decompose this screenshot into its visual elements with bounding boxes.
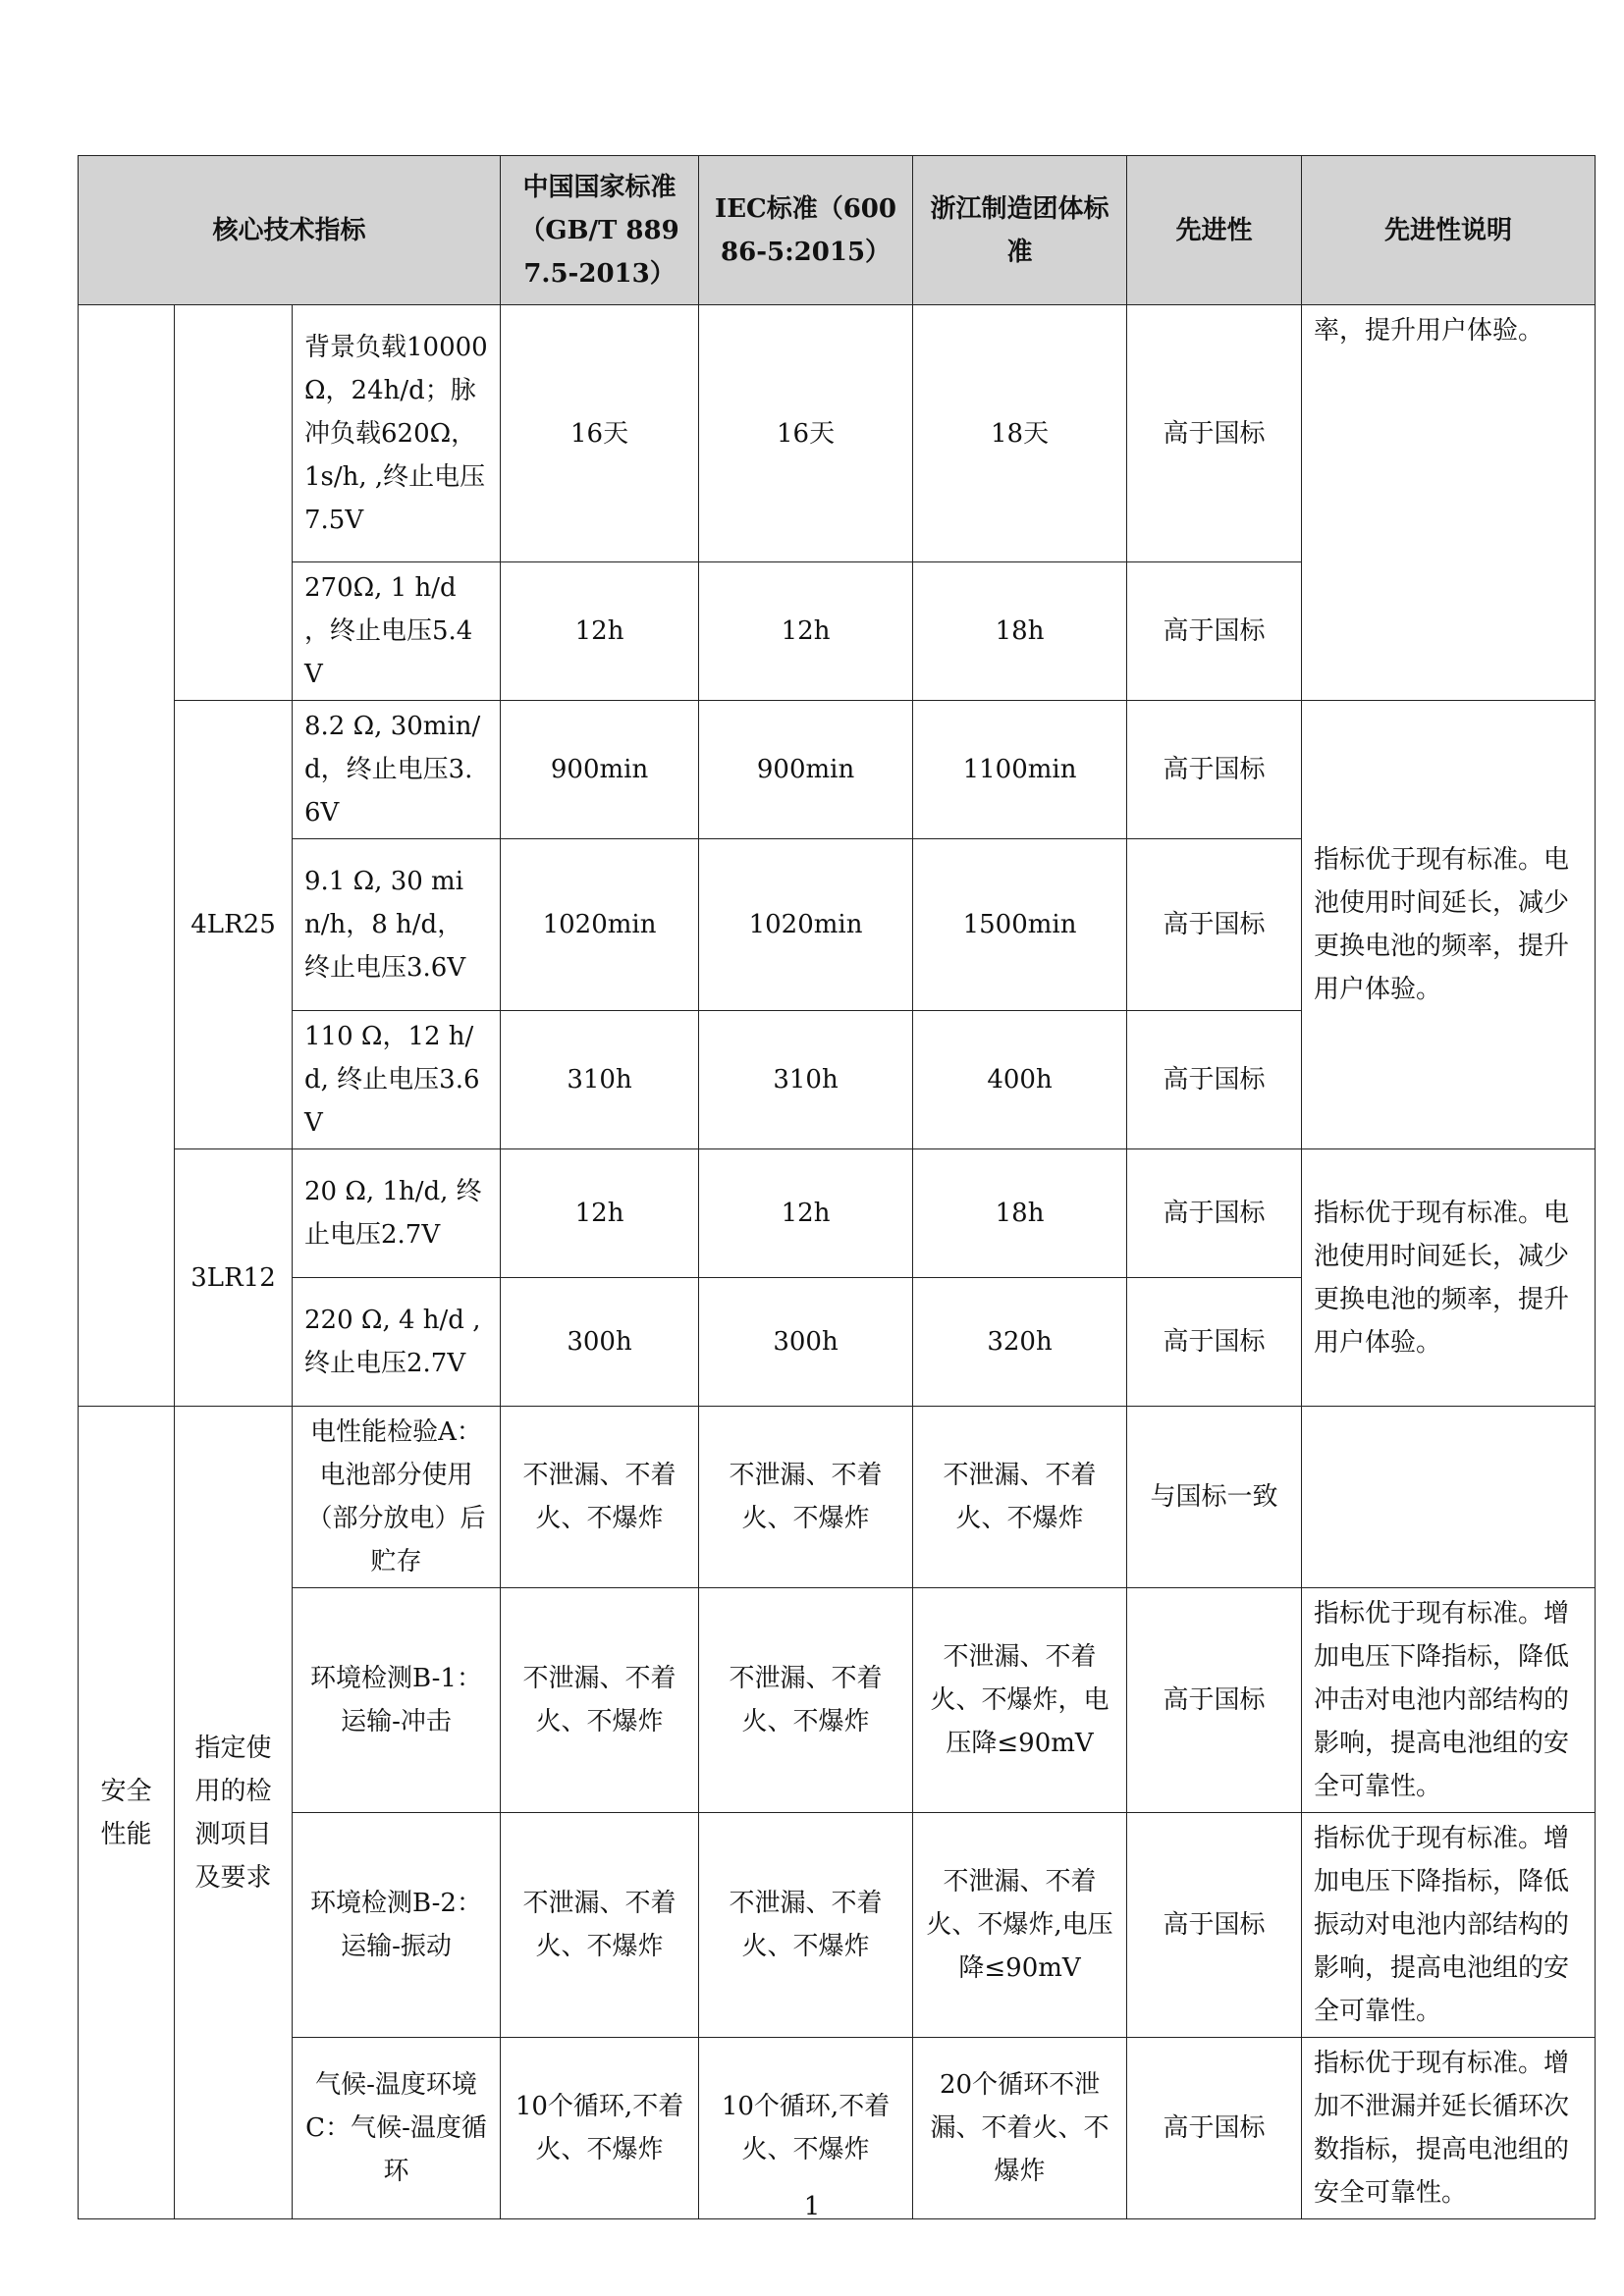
test-condition: 电性能检验A：电池部分使用（部分放电）后贮存 bbox=[293, 1407, 501, 1588]
advancement-note: 指标优于现有标准。电池使用时间延长，减少更换电池的频率，提升用户体验。 bbox=[1302, 1149, 1596, 1407]
gb-value: 1020min bbox=[501, 839, 699, 1011]
battery-model: 3LR12 bbox=[175, 1149, 293, 1407]
zhejiang-value: 1500min bbox=[913, 839, 1127, 1011]
advancement-value: 高于国标 bbox=[1127, 701, 1302, 839]
test-condition: 气候-温度环境C：气候-温度循环 bbox=[293, 2038, 501, 2219]
iec-value: 10个循环,不着火、不爆炸 bbox=[699, 2038, 913, 2219]
iec-value: 16天 bbox=[699, 305, 913, 562]
test-condition: 9.1 Ω, 30 min/h，8 h/d，终止电压3.6V bbox=[293, 839, 501, 1011]
iec-value: 不泄漏、不着火、不爆炸 bbox=[699, 1813, 913, 2038]
advancement-value: 高于国标 bbox=[1127, 1149, 1302, 1278]
page-number: 1 bbox=[803, 2192, 821, 2221]
model-cell-empty bbox=[175, 305, 293, 701]
iec-value: 900min bbox=[699, 701, 913, 839]
test-condition: 背景负载10000Ω，24h/d；脉冲负载620Ω，1s/h, ,终止电压7.5V bbox=[293, 305, 501, 562]
table-row bbox=[79, 305, 1596, 562]
zhejiang-value: 400h bbox=[913, 1011, 1127, 1149]
test-condition: 270Ω, 1 h/d ，终止电压5.4V bbox=[293, 562, 501, 701]
iec-value: 1020min bbox=[699, 839, 913, 1011]
test-condition: 环境检测B-1：运输-冲击 bbox=[293, 1588, 501, 1813]
safety-category: 安全性能 bbox=[79, 1407, 175, 2219]
table-row bbox=[79, 1813, 1596, 2038]
advancement-value: 高于国标 bbox=[1127, 1278, 1302, 1407]
zhejiang-value: 不泄漏、不着火、不爆炸，电压降≤90mV bbox=[913, 1588, 1127, 1813]
gb-value: 900min bbox=[501, 701, 699, 839]
table-row bbox=[79, 701, 1596, 839]
gb-value: 不泄漏、不着火、不爆炸 bbox=[501, 1588, 699, 1813]
advancement-note: 指标优于现有标准。增加电压下降指标，降低冲击对电池内部结构的影响，提高电池组的安全可靠性。 bbox=[1302, 1588, 1596, 1813]
test-condition: 8.2 Ω, 30min/d，终止电压3.6V bbox=[293, 701, 501, 839]
gb-value: 300h bbox=[501, 1278, 699, 1407]
zhejiang-value: 320h bbox=[913, 1278, 1127, 1407]
category-cell-empty bbox=[79, 305, 175, 1407]
header-row bbox=[79, 156, 1596, 305]
advancement-value: 与国标一致 bbox=[1127, 1407, 1302, 1588]
header-advancement-note: 先进性说明 bbox=[1302, 156, 1596, 305]
gb-value: 310h bbox=[501, 1011, 699, 1149]
test-condition: 110 Ω，12 h/d, 终止电压3.6V bbox=[293, 1011, 501, 1149]
table-row bbox=[79, 1588, 1596, 1813]
safety-subcategory: 指定使用的检测项目及要求 bbox=[175, 1407, 293, 2219]
advancement-value: 高于国标 bbox=[1127, 2038, 1302, 2219]
zhejiang-value: 1100min bbox=[913, 701, 1127, 839]
table-row bbox=[79, 1407, 1596, 1588]
iec-value: 12h bbox=[699, 1149, 913, 1278]
header-zhejiang-standard: 浙江制造团体标准 bbox=[913, 156, 1127, 305]
advancement-note: 指标优于现有标准。电池使用时间延长，减少更换电池的频率，提升用户体验。 bbox=[1302, 701, 1596, 1149]
test-condition: 环境检测B-2：运输-振动 bbox=[293, 1813, 501, 2038]
gb-value: 不泄漏、不着火、不爆炸 bbox=[501, 1813, 699, 2038]
header-advancement: 先进性 bbox=[1127, 156, 1302, 305]
gb-value: 12h bbox=[501, 562, 699, 701]
iec-value: 300h bbox=[699, 1278, 913, 1407]
advancement-value: 高于国标 bbox=[1127, 839, 1302, 1011]
advancement-note bbox=[1302, 1407, 1596, 1588]
zhejiang-value: 20个循环不泄漏、不着火、不爆炸 bbox=[913, 2038, 1127, 2219]
zhejiang-value: 18h bbox=[913, 1149, 1127, 1278]
header-gb-standard: 中国国家标准（GB/T 8897.5-2013） bbox=[501, 156, 699, 305]
zhejiang-value: 不泄漏、不着火、不爆炸 bbox=[913, 1407, 1127, 1588]
iec-value: 310h bbox=[699, 1011, 913, 1149]
zhejiang-value: 18天 bbox=[913, 305, 1127, 562]
zhejiang-value: 18h bbox=[913, 562, 1127, 701]
gb-value: 12h bbox=[501, 1149, 699, 1278]
standards-comparison-table bbox=[78, 155, 1596, 2219]
iec-value: 不泄漏、不着火、不爆炸 bbox=[699, 1407, 913, 1588]
iec-value: 不泄漏、不着火、不爆炸 bbox=[699, 1588, 913, 1813]
test-condition: 20 Ω, 1h/d, 终止电压2.7V bbox=[293, 1149, 501, 1278]
test-condition: 220 Ω, 4 h/d , 终止电压2.7V bbox=[293, 1278, 501, 1407]
gb-value: 10个循环,不着火、不爆炸 bbox=[501, 2038, 699, 2219]
advancement-note: 指标优于现有标准。增加电压下降指标，降低振动对电池内部结构的影响，提高电池组的安全可靠性。 bbox=[1302, 1813, 1596, 2038]
gb-value: 不泄漏、不着火、不爆炸 bbox=[501, 1407, 699, 1588]
zhejiang-value: 不泄漏、不着火、不爆炸,电压降≤90mV bbox=[913, 1813, 1127, 2038]
header-core-indicator: 核心技术指标 bbox=[79, 156, 501, 305]
battery-model: 4LR25 bbox=[175, 701, 293, 1149]
advancement-value: 高于国标 bbox=[1127, 1011, 1302, 1149]
advancement-note: 率，提升用户体验。 bbox=[1302, 305, 1596, 701]
table-row bbox=[79, 1149, 1596, 1278]
gb-value: 16天 bbox=[501, 305, 699, 562]
advancement-value: 高于国标 bbox=[1127, 562, 1302, 701]
advancement-value: 高于国标 bbox=[1127, 1813, 1302, 2038]
iec-value: 12h bbox=[699, 562, 913, 701]
advancement-value: 高于国标 bbox=[1127, 305, 1302, 562]
advancement-note: 指标优于现有标准。增加不泄漏并延长循环次数指标，提高电池组的安全可靠性。 bbox=[1302, 2038, 1596, 2219]
advancement-value: 高于国标 bbox=[1127, 1588, 1302, 1813]
header-iec-standard: IEC标准（60086-5:2015） bbox=[699, 156, 913, 305]
